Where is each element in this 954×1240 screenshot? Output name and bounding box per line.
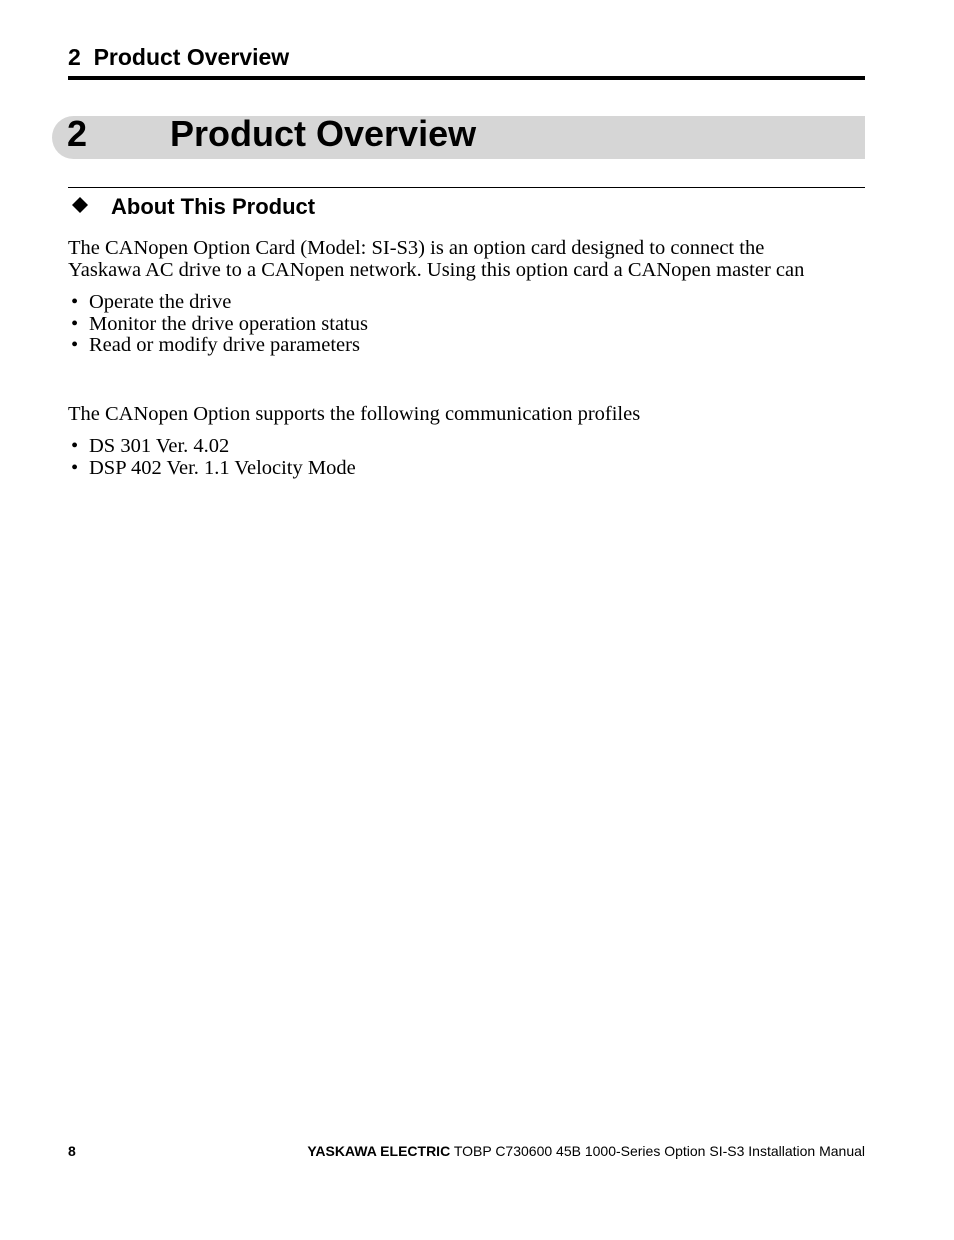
footer-doc-info [307, 1143, 865, 1159]
page-number: 8 [68, 1143, 76, 1159]
chapter-number: 2 [67, 113, 88, 154]
header-rule [68, 76, 865, 80]
capabilities-list [68, 292, 368, 357]
profiles-paragraph: The CANopen Option supports the following communication profiles [68, 403, 641, 425]
list-item: • Operate the drive [71, 291, 232, 313]
list-item: • Read or modify drive parameters [71, 334, 360, 356]
bullet-glyph: • [71, 334, 79, 356]
intro-paragraph [68, 237, 868, 281]
footer-brand: YASKAWA ELECTRIC [307, 1143, 451, 1159]
diamond-icon [72, 197, 88, 213]
section-title: About This Product [111, 194, 316, 219]
bullet-glyph: • [71, 456, 79, 479]
footer-doc-title: TOBP C730600 45B 1000-Series Option SI-S3 Installation Manual [450, 1143, 865, 1159]
section-rule [68, 187, 865, 188]
list-item: • DSP 402 Ver. 1.1 Velocity Mode [71, 456, 356, 479]
intro-line-1: The CANopen Option Card (Model: SI-S3) is an option card designed to connect the [68, 237, 765, 259]
bullet-glyph: • [71, 291, 79, 313]
profiles-list [68, 436, 356, 479]
list-item: • Monitor the drive operation status [71, 312, 368, 335]
running-header: 2 Product Overview [68, 44, 290, 70]
intro-line-2: Yaskawa AC drive to a CANopen network. Using this option card a CANopen master can [68, 259, 805, 281]
list-item: • DS 301 Ver. 4.02 [71, 435, 230, 457]
bullet-glyph: • [71, 435, 79, 457]
chapter-title: Product Overview [170, 113, 477, 154]
bullet-glyph: • [71, 312, 79, 335]
